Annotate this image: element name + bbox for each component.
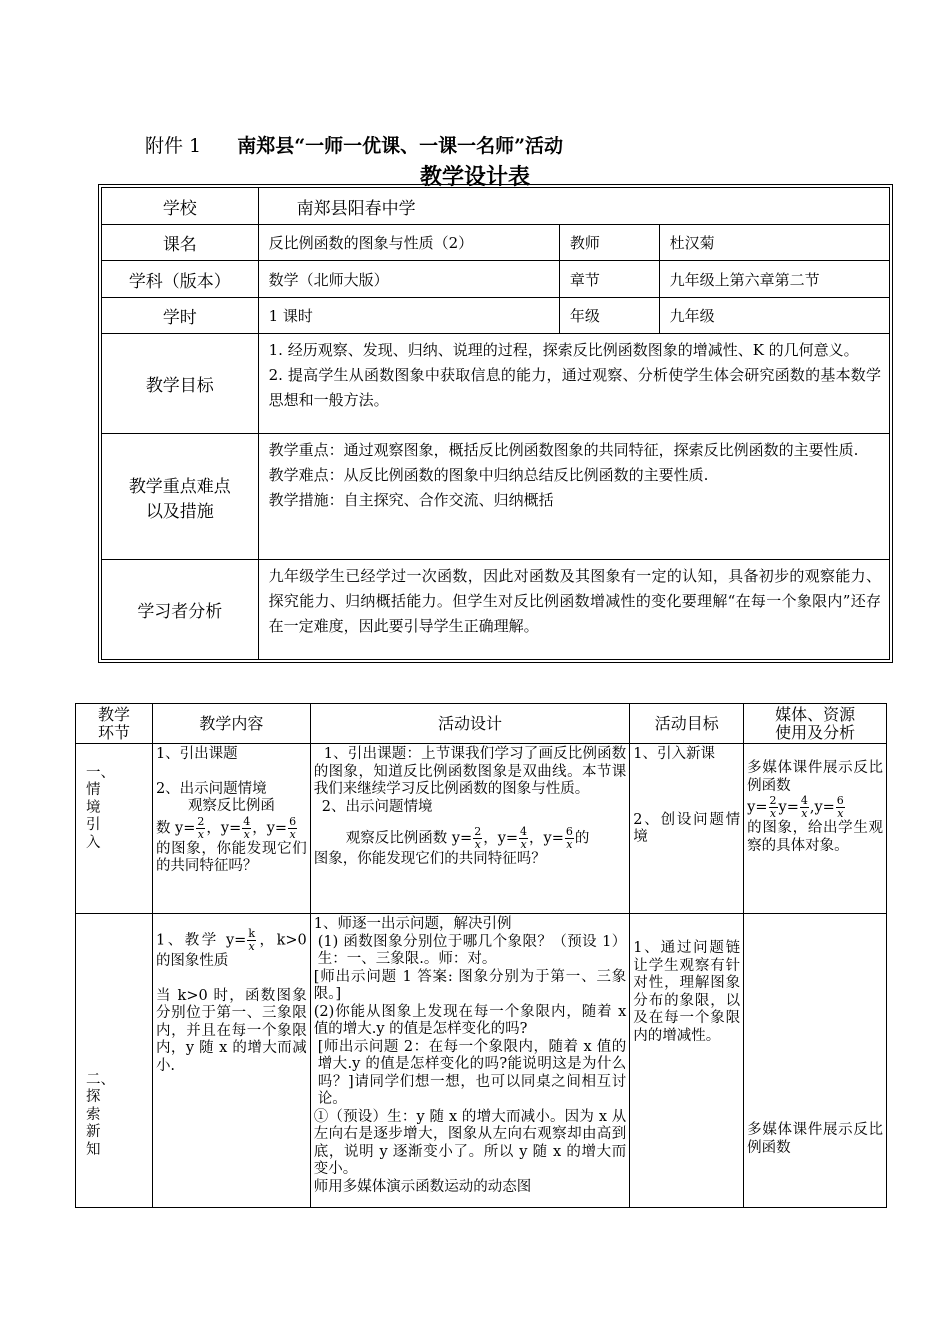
grade-value: 九年级 bbox=[659, 298, 889, 334]
document-title: 教学设计表 bbox=[419, 164, 530, 190]
media-explore bbox=[744, 914, 887, 1208]
goal-1: 1. 经历观察、发现、归纳、说理的过程，探索反比例函数图象的增减性、K 的几何意义。 bbox=[268, 341, 859, 359]
header-line bbox=[145, 131, 563, 158]
content-explore bbox=[152, 914, 310, 1208]
hours-value: 1 课时 bbox=[258, 298, 559, 334]
media-intro-b: 的图象，给出学生观察的具体对象。 bbox=[747, 820, 883, 854]
subject-label: 学科（版本） bbox=[102, 261, 259, 298]
key-points-label-line2: 以及措施 bbox=[145, 501, 214, 522]
design-intro bbox=[310, 744, 630, 914]
course-value: 反比例函数的图象与性质（2） bbox=[258, 225, 559, 261]
design-explore-line: (1) 函数图象分别位于哪几个象限？（预设 1）生：一、三象限.。师：对。 bbox=[317, 933, 627, 967]
header-content: 教学内容 bbox=[152, 704, 310, 744]
key-points-text bbox=[258, 434, 889, 560]
key-points-label-line1: 教学重点难点 bbox=[128, 476, 231, 497]
header-goal: 活动目标 bbox=[630, 704, 744, 744]
media-explore-text: 多媒体课件展示反比例函数 bbox=[747, 1122, 883, 1156]
subject-value: 数学（北师大版） bbox=[258, 261, 559, 298]
design-intro-c: 观察反比例函数 y= $\frac{2}{x}$ ，y= $\frac{4}{x}$ ，y= $\frac{6}{x}$ 的 bbox=[345, 825, 590, 851]
teacher-label: 教师 bbox=[559, 225, 659, 261]
stage-intro: 一、 情 境 引 入 bbox=[76, 744, 153, 914]
process-header-row bbox=[76, 704, 887, 744]
learner-label: 学习者分析 bbox=[102, 560, 259, 660]
design-intro-a: 1、引出课题：上节课我们学习了画反比例函数的图象，知道反比例函数图象是双曲线。本节课我们来继续学习反比例函数的图象与性质。 bbox=[313, 746, 627, 797]
media-intro bbox=[744, 744, 887, 914]
goal-explore-text: 1、通过问题链让学生观察有针对性，理解图象分布的象限，以及在每一个象限内的增减性。 bbox=[633, 940, 741, 1044]
design-explore-line: 1、师逐一出示问题，解决引例 bbox=[313, 916, 512, 932]
content-intro-a: 1、引出课题 bbox=[155, 746, 238, 762]
design-explore-line: 师用多媒体演示函数运动的动态图 bbox=[313, 1178, 532, 1195]
header-stage: 教学 环节 bbox=[76, 704, 153, 744]
attachment-label: 附件 1 bbox=[145, 135, 202, 157]
design-explore-line: ①（预设）生：y 随 x 的增大而减小。因为 x 从左向右是逐步增大，图象从左向右观察却由高到底，说明 y 逐渐变小了。所以 y 随 x 的增大而变小。 bbox=[313, 1108, 627, 1177]
design-intro-b: 2、出示问题情境 bbox=[321, 798, 433, 815]
design-explore-line: (2)你能从图象上发现在每一个象限内，随着 x 值的增大.y 的值是怎样变化的吗? bbox=[313, 1003, 627, 1037]
event-title: 南郑县“一师一优课、一课一名师”活动 bbox=[237, 135, 564, 157]
process-table bbox=[75, 703, 887, 1208]
goal-explore bbox=[630, 914, 744, 1208]
school-label: 学校 bbox=[102, 188, 259, 225]
school-value: 南郑县阳春中学 bbox=[258, 188, 889, 225]
stage-explore: 二、 探 索 新 知 bbox=[76, 914, 153, 1208]
chapter-value: 九年级上第六章第二节 bbox=[659, 261, 889, 298]
process-row-intro bbox=[76, 744, 887, 914]
content-intro-d: 数 y= $\frac{2}{x}$ ，y= $\frac{4}{x}$ ，y= $\frac{6}{x}$ bbox=[155, 814, 297, 841]
content-explore-a: 1、教学 y= $\frac{k}{x}$ ，k>0 的图象性质 bbox=[155, 927, 307, 969]
info-table bbox=[101, 187, 890, 660]
hours-label: 学时 bbox=[102, 298, 259, 334]
content-intro bbox=[152, 744, 310, 914]
design-explore bbox=[310, 914, 630, 1208]
learner-text: 九年级学生已经学过一次函数，因此对函数及其图象有一定的认知，具备初步的观察能力、探究能力、归纳概括能力。但学生对反比例函数增减性的变化要理解“在每一个象限内”还存在一定难度，因此要引导学生正确理解。 bbox=[258, 560, 889, 660]
key-point: 教学重点：通过观察图象，概括反比例函数图象的共同特征，探索反比例函数的主要性质. bbox=[268, 441, 859, 459]
design-intro-d: 图象，你能发现它们的共同特征吗？ bbox=[313, 851, 546, 867]
media-intro-fractions: y= $\frac{2}{x}$ y= $\frac{4}{x}$ ,y= $\frac{6}{x}$ bbox=[747, 794, 844, 820]
goals-text bbox=[258, 334, 889, 434]
goal-2: 2. 提高学生从函数图象中获取信息的能力，通过观察、分析使学生体会研究函数的基本数学思想和一般方法。 bbox=[268, 366, 881, 409]
chapter-label: 章节 bbox=[559, 261, 659, 298]
difficulty: 教学难点：从反比例函数的图象中归纳总结反比例函数的主要性质. bbox=[268, 466, 709, 484]
header-design: 活动设计 bbox=[310, 704, 630, 744]
grade-label: 年级 bbox=[559, 298, 659, 334]
content-explore-b: 当 k>0 时，函数图象分别位于第一、三象限内，并且在每一个象限内，y 随 x 的增大而减小. bbox=[155, 987, 307, 1074]
goal-intro-b: 2、创设问题情境 bbox=[633, 811, 741, 845]
course-label: 课名 bbox=[102, 225, 259, 261]
goal-intro bbox=[630, 744, 744, 914]
goals-label: 教学目标 bbox=[102, 334, 259, 434]
design-explore-line: [师出示问题 1 答案: 图象分别为于第一、三象限。] bbox=[313, 968, 627, 1002]
media-intro-a: 多媒体课件展示反比例函数 bbox=[747, 760, 883, 794]
teacher-value: 杜汉菊 bbox=[659, 225, 889, 261]
process-row-explore bbox=[76, 914, 887, 1208]
goal-intro-a: 1、引入新课 bbox=[633, 746, 716, 762]
measures: 教学措施：自主探究、合作交流、归纳概括 bbox=[268, 491, 554, 509]
content-intro-b: 2、出示问题情境 bbox=[155, 780, 267, 797]
header-media: 媒体、资源 使用及分析 bbox=[744, 704, 887, 744]
content-intro-c: 观察反比例函 bbox=[187, 798, 275, 814]
key-points-label bbox=[102, 434, 259, 560]
content-intro-e: 的图象，你能发现它们的共同特征吗？ bbox=[155, 840, 307, 874]
design-explore-line: [师出示问题 2：在每一个象限内，随着 x 值的增大.y 的值是怎样变化的吗?能说明这是为什么吗？]请同学们想一想，也可以同桌之间相互讨论。 bbox=[317, 1038, 627, 1107]
